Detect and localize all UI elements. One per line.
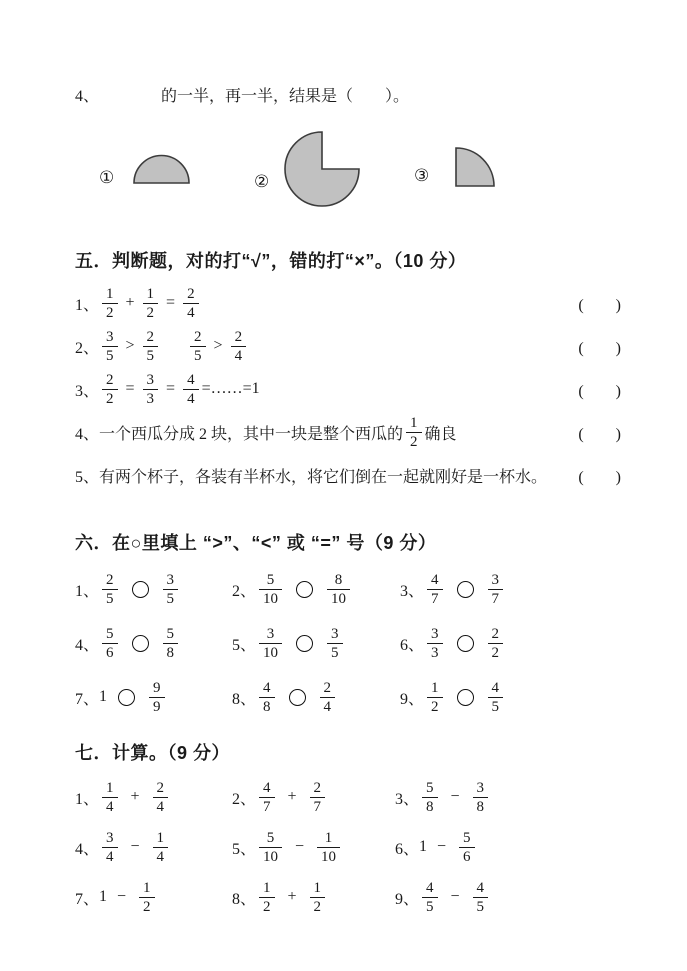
fraction [149, 679, 165, 716]
fraction [259, 679, 275, 716]
fraction [459, 829, 475, 866]
fraction [190, 328, 206, 365]
text: 确良 [424, 425, 457, 443]
expression [75, 829, 171, 866]
fraction [488, 625, 504, 662]
fraction-numerator: 2 [323, 679, 332, 696]
fraction-numerator: 2 [194, 328, 202, 345]
shape-1-label: ① [99, 168, 115, 187]
fraction [259, 879, 275, 916]
comparison-item [75, 620, 232, 666]
operator: > [213, 337, 223, 354]
fraction-numerator: 2 [106, 371, 114, 388]
fraction-denominator: 5 [488, 697, 504, 716]
fraction-numerator: 4 [431, 571, 439, 588]
fraction-numerator: 2 [313, 779, 322, 796]
fraction [427, 625, 443, 662]
text: 9、 [400, 690, 425, 708]
fraction-numerator: 1 [106, 285, 114, 302]
fraction [473, 779, 489, 816]
fraction [102, 285, 118, 322]
fraction-denominator: 5 [327, 643, 343, 662]
fraction-numerator: 1 [410, 414, 418, 431]
expression [395, 779, 491, 816]
calculation-item [395, 824, 621, 870]
shape-2-label: ② [254, 172, 270, 191]
fraction [102, 779, 118, 816]
fraction [473, 879, 489, 916]
judgement-item [75, 282, 621, 324]
fraction-denominator: 10 [327, 589, 350, 608]
section-judgement [75, 248, 621, 496]
text: 3、 [395, 790, 420, 808]
fraction-numerator: 2 [156, 779, 165, 796]
fraction-denominator: 7 [488, 589, 504, 608]
fraction-denominator: 4 [102, 847, 118, 866]
fraction [153, 779, 169, 816]
fraction-numerator: 1 [313, 879, 322, 896]
fraction [163, 571, 179, 608]
expression [232, 879, 328, 916]
fraction [427, 571, 443, 608]
fraction-numerator: 2 [491, 625, 500, 642]
fraction-denominator: 5 [102, 589, 118, 608]
fraction [183, 285, 199, 322]
fraction [320, 679, 336, 716]
fraction [406, 414, 422, 451]
fraction-numerator: 9 [153, 679, 161, 696]
fraction-denominator: 4 [320, 697, 336, 716]
comparison-circle-blank[interactable] [457, 581, 474, 598]
comparison-item [400, 674, 621, 720]
shape-3-label: ③ [414, 166, 430, 185]
fraction-denominator: 6 [459, 847, 475, 866]
fraction-denominator: 5 [102, 346, 118, 365]
comparison-item [232, 620, 400, 666]
operator: = [125, 380, 135, 397]
fraction [488, 679, 504, 716]
fraction-numerator: 4 [491, 679, 500, 696]
question-4-shapes [75, 122, 621, 220]
fraction-numerator: 2 [234, 328, 243, 345]
calculation-item [75, 824, 232, 870]
text: 4、一个西瓜分成 2 块，其中一块是整个西瓜的 [75, 425, 404, 443]
expression [232, 679, 338, 716]
operator: − [117, 888, 127, 905]
judgement-list [75, 282, 621, 496]
fraction-denominator: 10 [317, 847, 340, 866]
calculation-item [232, 824, 395, 870]
comparison-item [232, 674, 400, 720]
fraction-numerator: 2 [106, 571, 114, 588]
fraction-denominator: 3 [427, 643, 443, 662]
section-comparison [75, 530, 621, 720]
fraction-numerator: 1 [143, 879, 151, 896]
comparison-circle-blank[interactable] [296, 581, 313, 598]
text: 5、有两个杯子，各装有半杯水，将它们倒在一起就刚好是一杯水。 [75, 468, 548, 486]
fraction-denominator: 7 [427, 589, 443, 608]
fraction-denominator: 4 [183, 303, 199, 322]
text: 3、 [400, 582, 425, 600]
fraction-numerator: 3 [266, 625, 275, 642]
text: 2、 [232, 582, 257, 600]
fraction [102, 625, 118, 662]
fraction-numerator: 1 [156, 829, 165, 846]
comparison-item [75, 674, 232, 720]
fraction [102, 371, 118, 408]
fraction-numerator: 1 [146, 285, 155, 302]
fraction-numerator: 3 [491, 571, 500, 588]
fraction-numerator: 3 [331, 625, 339, 642]
fraction [422, 879, 438, 916]
calculation-item [395, 874, 621, 920]
fraction [259, 829, 282, 866]
fraction-denominator: 10 [259, 589, 282, 608]
operator: − [437, 838, 447, 855]
fraction-numerator: 4 [426, 879, 434, 896]
operator: − [450, 888, 460, 905]
fraction-numerator: 5 [266, 571, 275, 588]
fraction-denominator: 5 [143, 346, 159, 365]
text: 4、 [75, 636, 100, 654]
fraction-denominator: 4 [183, 389, 199, 408]
expression [75, 371, 260, 408]
operator: > [125, 337, 135, 354]
fraction-numerator: 5 [426, 779, 434, 796]
fraction [317, 829, 340, 866]
text: 1 [419, 838, 428, 855]
section-comparison-title: 六．在○里填上 “>”、“<” 或 “=” 号（9 分） [75, 533, 437, 553]
text: 1、 [75, 582, 100, 600]
three-quarter-circle-shape [283, 122, 361, 210]
fraction-denominator: 2 [102, 389, 118, 408]
fraction [259, 779, 275, 816]
fraction-denominator: 2 [139, 897, 155, 916]
fraction-numerator: 1 [106, 779, 114, 796]
comparison-item [232, 566, 400, 612]
text: 6、 [395, 840, 420, 858]
fraction-numerator: 5 [266, 829, 275, 846]
expression [75, 625, 181, 662]
fraction-numerator: 3 [431, 625, 439, 642]
expression [75, 879, 158, 916]
comparison-circle-blank[interactable] [296, 635, 313, 652]
question-4-number: 4、 [75, 88, 100, 105]
answer-blank[interactable]: ( ) [578, 339, 621, 357]
fraction-denominator: 8 [422, 797, 438, 816]
fraction-denominator: 2 [143, 303, 159, 322]
text: =……=1 [201, 380, 260, 397]
fraction-numerator: 4 [187, 371, 195, 388]
fraction [310, 879, 326, 916]
expression [400, 625, 506, 662]
fraction-numerator: 3 [146, 371, 155, 388]
fraction-denominator: 2 [488, 643, 504, 662]
fraction [259, 625, 282, 662]
comparison-circle-blank[interactable] [457, 635, 474, 652]
comparison-item [400, 566, 621, 612]
fraction-numerator: 5 [166, 625, 175, 642]
expression [232, 571, 353, 608]
fraction-denominator: 5 [422, 897, 438, 916]
fraction-numerator: 1 [324, 829, 333, 846]
answer-blank[interactable]: ( ) [578, 296, 621, 314]
fraction-numerator: 4 [263, 679, 271, 696]
fraction-denominator: 2 [310, 897, 326, 916]
question-4-line [75, 86, 621, 108]
fraction [102, 829, 118, 866]
fraction-denominator: 9 [149, 697, 165, 716]
fraction [153, 829, 169, 866]
fraction [163, 625, 179, 662]
fraction [143, 328, 159, 365]
fraction-denominator: 7 [310, 797, 326, 816]
text: 1 [99, 888, 108, 905]
fraction-denominator: 8 [259, 697, 275, 716]
operator: = [166, 380, 176, 397]
fraction-numerator: 4 [476, 879, 485, 896]
fraction-numerator: 1 [431, 679, 439, 696]
fraction-denominator: 8 [163, 643, 179, 662]
expression [232, 829, 343, 866]
judgement-item [75, 454, 621, 496]
fraction-numerator: 1 [263, 879, 271, 896]
fraction-denominator: 5 [190, 346, 206, 365]
fraction [427, 679, 443, 716]
text: 1、 [75, 296, 100, 314]
fraction-denominator: 2 [406, 432, 422, 451]
fraction [422, 779, 438, 816]
text: 8、 [232, 690, 257, 708]
operator: + [125, 294, 135, 311]
text: 1 [99, 688, 108, 705]
fraction-denominator: 6 [102, 643, 118, 662]
comparison-item [75, 566, 232, 612]
text: 8、 [232, 890, 257, 908]
comparison-item [400, 620, 621, 666]
operator: − [130, 838, 140, 855]
fraction-denominator: 2 [259, 897, 275, 916]
section-calculation [75, 740, 621, 920]
fraction-numerator: 4 [263, 779, 271, 796]
comparison-circle-blank[interactable] [118, 689, 135, 706]
expression [75, 285, 202, 322]
fraction-denominator: 2 [427, 697, 443, 716]
calculation-item [75, 774, 232, 820]
fraction-denominator: 5 [163, 589, 179, 608]
fraction [231, 328, 247, 365]
fraction [102, 571, 118, 608]
expression [395, 829, 478, 866]
text: 7、 [75, 690, 100, 708]
operator: + [130, 788, 140, 805]
operator: − [295, 838, 305, 855]
expression [75, 571, 181, 608]
question-4-text: 的一半，再一半，结果是（ ）。 [161, 88, 410, 105]
section-calculation-title: 七．计算。（9 分） [75, 743, 231, 763]
fraction-denominator: 4 [231, 346, 247, 365]
fraction-numerator: 3 [166, 571, 175, 588]
expression [75, 779, 171, 816]
calculation-item [232, 774, 395, 820]
fraction-numerator: 2 [187, 285, 195, 302]
fraction [327, 625, 343, 662]
calculation-item [75, 874, 232, 920]
expression [75, 464, 547, 487]
text: 6、 [400, 636, 425, 654]
calculation-item [232, 874, 395, 920]
fraction-denominator: 4 [102, 797, 118, 816]
fraction [143, 285, 159, 322]
fraction-denominator: 5 [473, 897, 489, 916]
fraction-denominator: 10 [259, 643, 282, 662]
quarter-circle-shape [454, 143, 498, 189]
operator: + [287, 788, 297, 805]
fraction-denominator: 10 [259, 847, 282, 866]
operator: − [450, 788, 460, 805]
expression [75, 328, 249, 365]
fraction-numerator: 2 [146, 328, 155, 345]
fraction-numerator: 8 [334, 571, 343, 588]
fraction-denominator: 8 [473, 797, 489, 816]
text: 5、 [232, 840, 257, 858]
expression [75, 414, 457, 451]
text: 5、 [232, 636, 257, 654]
semicircle-shape [132, 150, 190, 186]
fraction [183, 371, 199, 408]
text: 4、 [75, 840, 100, 858]
fraction [488, 571, 504, 608]
judgement-item [75, 368, 621, 410]
fraction-numerator: 5 [463, 829, 471, 846]
calculation-grid [75, 774, 621, 920]
text: 2、 [232, 790, 257, 808]
expression [400, 679, 506, 716]
expression [395, 879, 491, 916]
comparison-circle-blank[interactable] [132, 581, 149, 598]
fraction-denominator: 2 [102, 303, 118, 322]
answer-blank[interactable]: ( ) [578, 425, 621, 443]
fraction-numerator: 5 [106, 625, 114, 642]
fraction [259, 571, 282, 608]
text: 9、 [395, 890, 420, 908]
comparison-circle-blank[interactable] [457, 689, 474, 706]
fraction-denominator: 3 [143, 389, 159, 408]
fraction-numerator: 3 [106, 328, 114, 345]
fraction [310, 779, 326, 816]
comparison-grid [75, 566, 621, 720]
text: 1、 [75, 790, 100, 808]
section-judgement-title: 五．判断题，对的打“√”，错的打“×”。（10 分） [75, 251, 467, 271]
text: 7、 [75, 890, 100, 908]
fraction [139, 879, 155, 916]
expression [400, 571, 506, 608]
operator: = [166, 294, 176, 311]
fraction [327, 571, 350, 608]
fraction-denominator: 4 [153, 847, 169, 866]
judgement-item [75, 411, 621, 453]
text: 3、 [75, 382, 100, 400]
expression [232, 625, 346, 662]
calculation-item [395, 774, 621, 820]
text: 2、 [75, 339, 100, 357]
expression [75, 679, 168, 716]
comparison-circle-blank[interactable] [289, 689, 306, 706]
fraction [143, 371, 159, 408]
fraction-denominator: 7 [259, 797, 275, 816]
answer-blank[interactable]: ( ) [578, 382, 621, 400]
fraction-numerator: 3 [476, 779, 485, 796]
answer-blank[interactable]: ( ) [578, 468, 621, 486]
fraction [102, 328, 118, 365]
fraction-numerator: 3 [106, 829, 114, 846]
operator: + [287, 888, 297, 905]
judgement-item [75, 325, 621, 367]
expression [232, 779, 328, 816]
fraction-denominator: 4 [153, 797, 169, 816]
comparison-circle-blank[interactable] [132, 635, 149, 652]
